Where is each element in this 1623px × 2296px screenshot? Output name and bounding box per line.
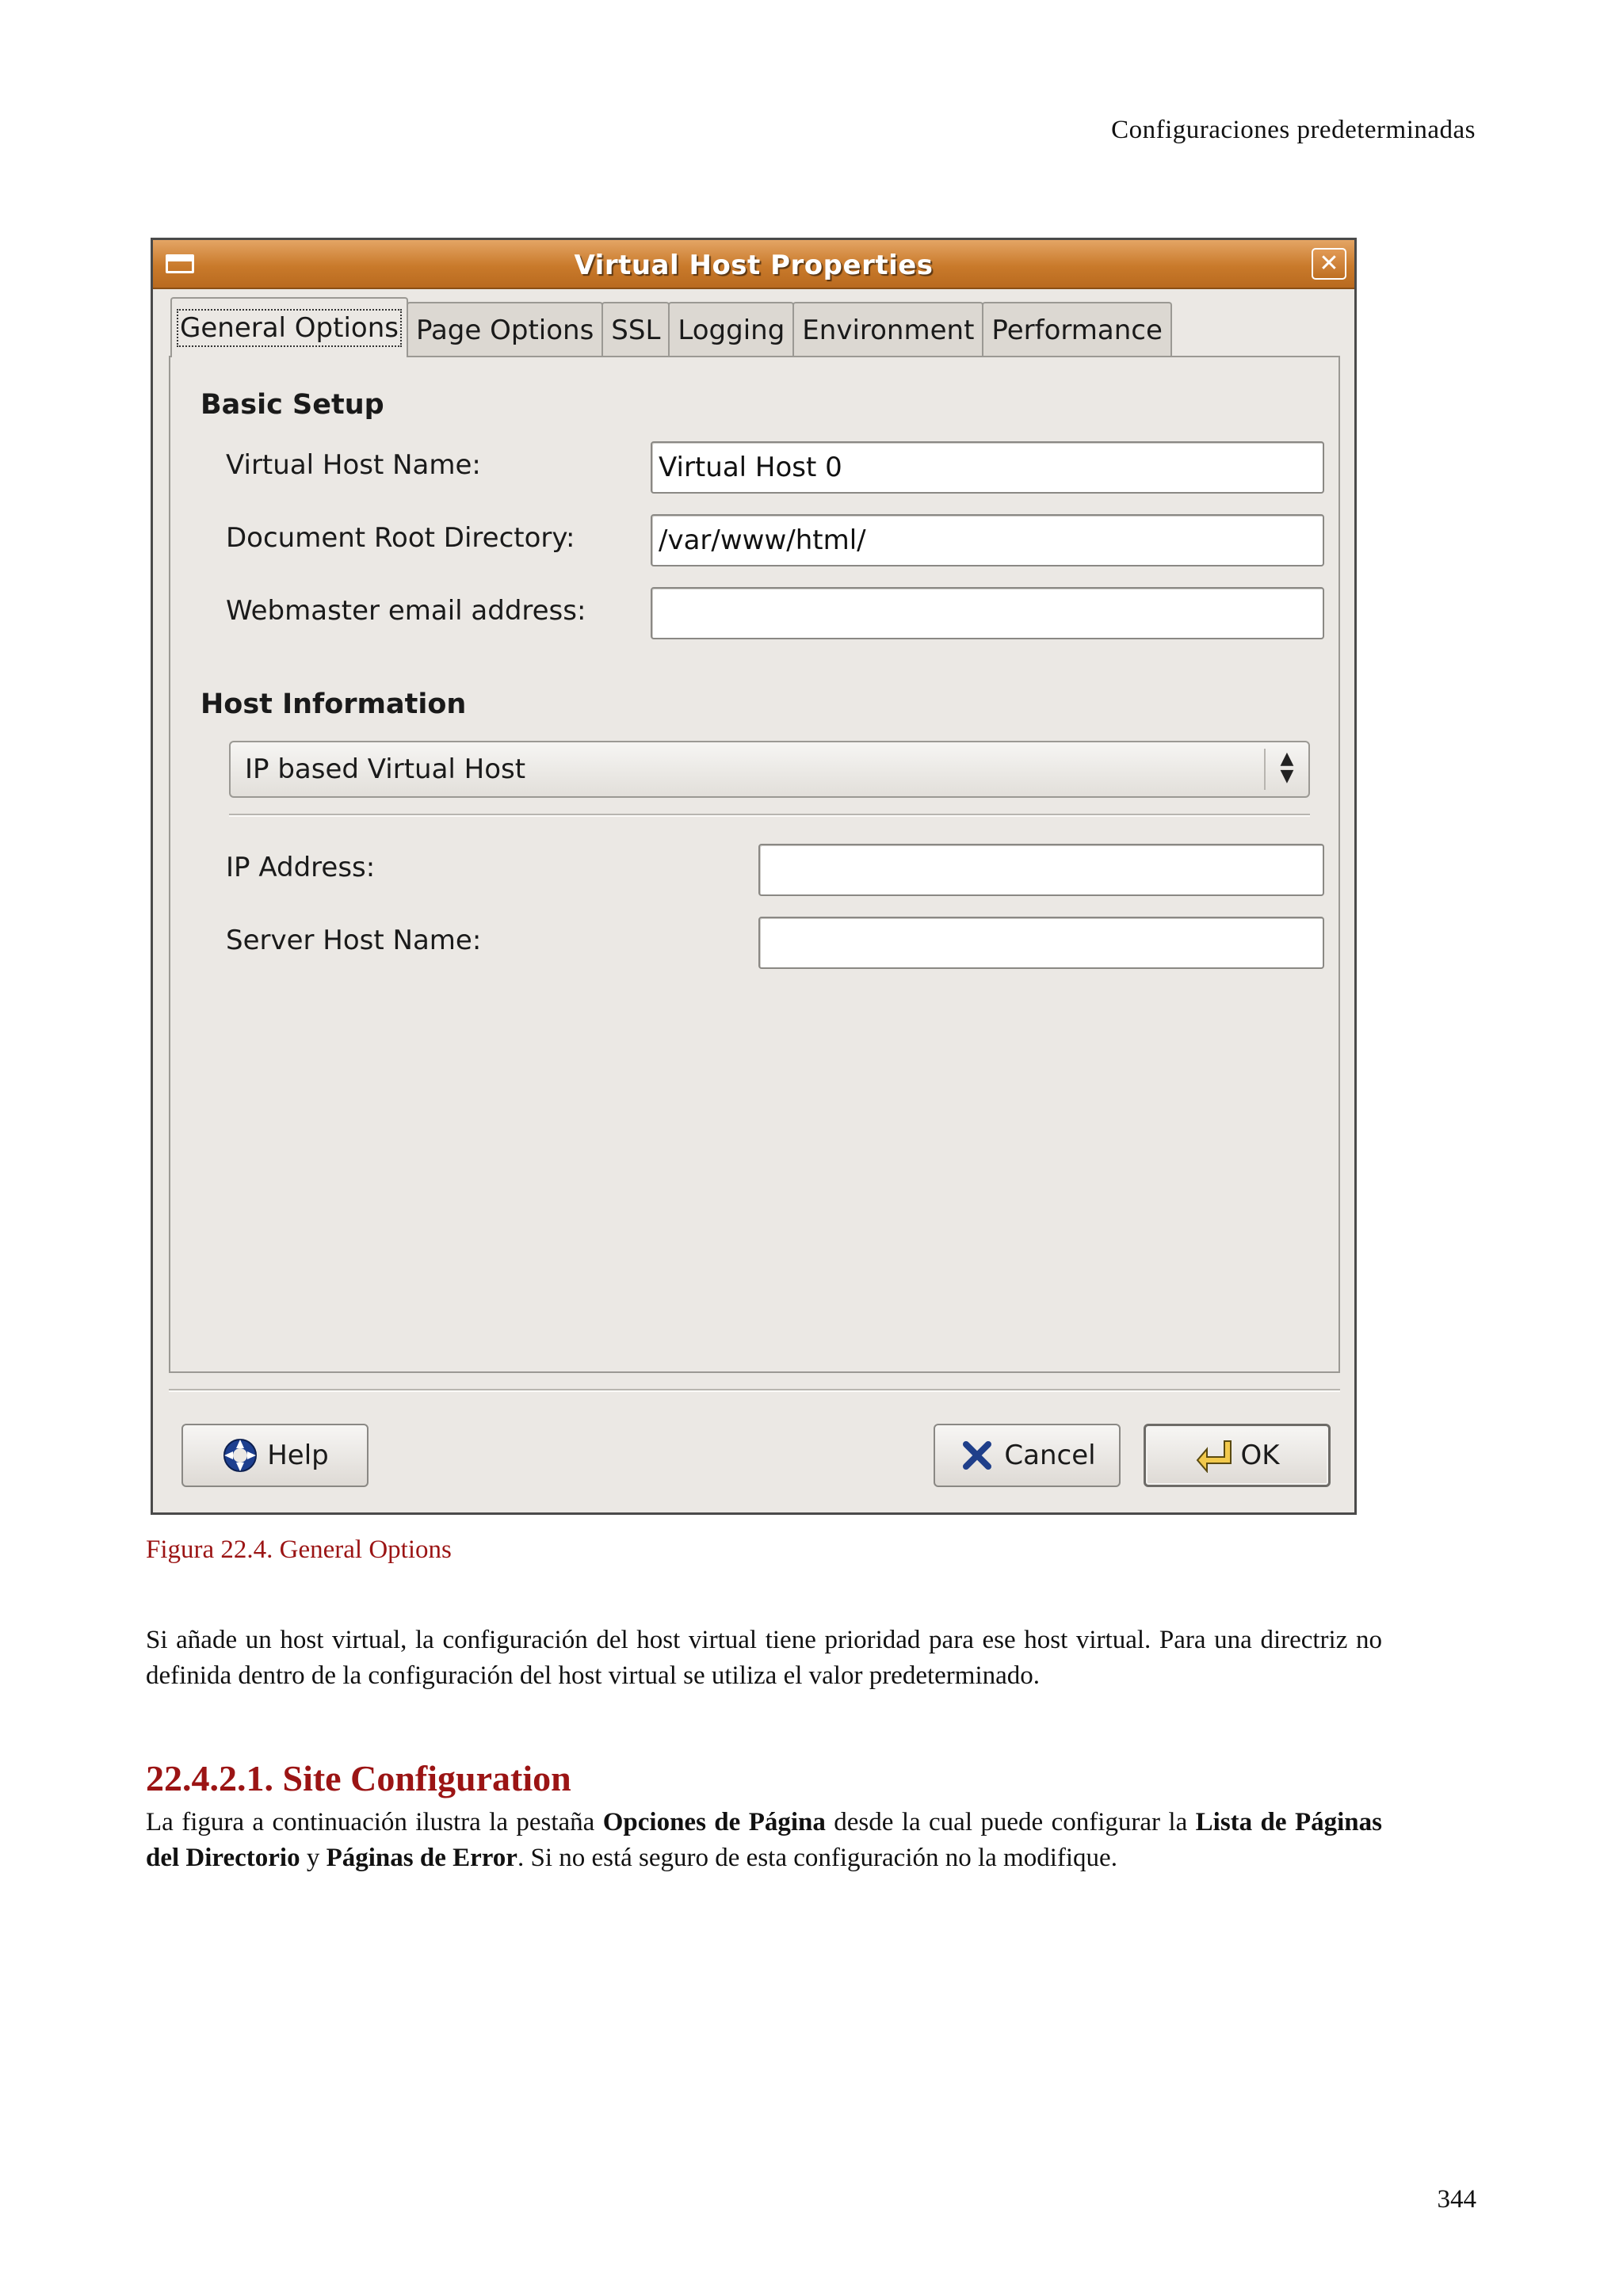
tab-label: General Options	[180, 312, 399, 344]
virtual-host-name-label: Virtual Host Name:	[226, 449, 481, 481]
window-title: Virtual Host Properties	[574, 250, 934, 281]
virtual-host-properties-dialog	[151, 238, 1357, 1515]
cancel-x-icon	[958, 1436, 996, 1474]
ip-address-label: IP Address:	[226, 852, 376, 883]
text-run: La figura a continuación ilustra la pestaña	[146, 1808, 603, 1836]
combo-separator	[1264, 749, 1266, 790]
tab-label: Performance	[991, 315, 1163, 346]
server-host-name-label: Server Host Name:	[226, 925, 482, 956]
bold-term-error-pages: Páginas de Error	[326, 1844, 517, 1872]
help-button-label: Help	[267, 1440, 329, 1471]
general-options-panel	[169, 356, 1340, 1373]
help-lifebuoy-icon	[221, 1436, 259, 1474]
cancel-button-label: Cancel	[1004, 1440, 1096, 1471]
host-info-divider	[229, 814, 1310, 817]
text-run: . Si no está seguro de esta configuración no la modifique.	[517, 1844, 1117, 1872]
paragraph-virtual-host: Si añade un host virtual, la configuración del host virtual tiene prioridad para ese host virtual. Para una directriz no definida dentro de la configuración del host virtual se utiliza el valor predeterminado.	[146, 1626, 1382, 1690]
document-root-input[interactable]	[651, 514, 1324, 566]
tab-bar	[170, 297, 1170, 357]
tab-label: Environment	[802, 315, 975, 346]
bold-term-directory-page-list: Lista de Páginas del Directorio	[146, 1808, 1382, 1872]
webmaster-email-label: Webmaster email address:	[226, 595, 586, 627]
tab-general-options[interactable]	[170, 297, 408, 357]
tab-ssl[interactable]	[601, 302, 670, 357]
server-host-name-input[interactable]	[758, 917, 1324, 969]
text-run: desde la cual puede configurar la	[825, 1808, 1196, 1836]
close-button[interactable]	[1312, 248, 1346, 280]
title-bar[interactable]	[153, 240, 1354, 289]
close-icon: ✕	[1319, 250, 1339, 277]
page-number: 344	[1437, 2185, 1476, 2214]
tab-page-options[interactable]	[407, 302, 603, 357]
ip-address-input[interactable]	[758, 844, 1324, 896]
tab-label: Page Options	[415, 315, 594, 346]
up-down-arrows-icon: ▲ ▼	[1280, 749, 1294, 786]
paragraph-site-configuration	[146, 1805, 1382, 1876]
ok-button[interactable]	[1144, 1424, 1331, 1487]
tab-performance[interactable]	[982, 302, 1171, 357]
text-run: y	[300, 1844, 327, 1872]
webmaster-email-input[interactable]	[651, 587, 1324, 639]
ok-button-label: OK	[1240, 1440, 1280, 1471]
tab-environment[interactable]	[792, 302, 983, 357]
host-type-selected-value: IP based Virtual Host	[245, 753, 526, 785]
section-heading: 22.4.2.1. Site Configuration	[146, 1758, 571, 1798]
tab-logging[interactable]	[668, 302, 794, 357]
host-information-heading: Host Information	[200, 688, 467, 720]
figure-caption: Figura 22.4. General Options	[146, 1535, 452, 1564]
virtual-host-name-input[interactable]	[651, 441, 1324, 494]
running-header: Configuraciones predeterminadas	[1111, 116, 1476, 144]
bold-term-page-options: Opciones de Página	[602, 1808, 826, 1836]
tab-label: SSL	[611, 315, 661, 346]
ok-return-arrow-icon	[1194, 1436, 1232, 1474]
document-root-label: Document Root Directory:	[226, 522, 575, 554]
host-type-select[interactable]	[229, 741, 1310, 798]
basic-setup-heading: Basic Setup	[200, 389, 384, 421]
button-area-divider	[169, 1389, 1340, 1392]
help-button[interactable]	[181, 1424, 369, 1487]
cancel-button[interactable]	[934, 1424, 1121, 1487]
tab-label: Logging	[678, 315, 785, 346]
